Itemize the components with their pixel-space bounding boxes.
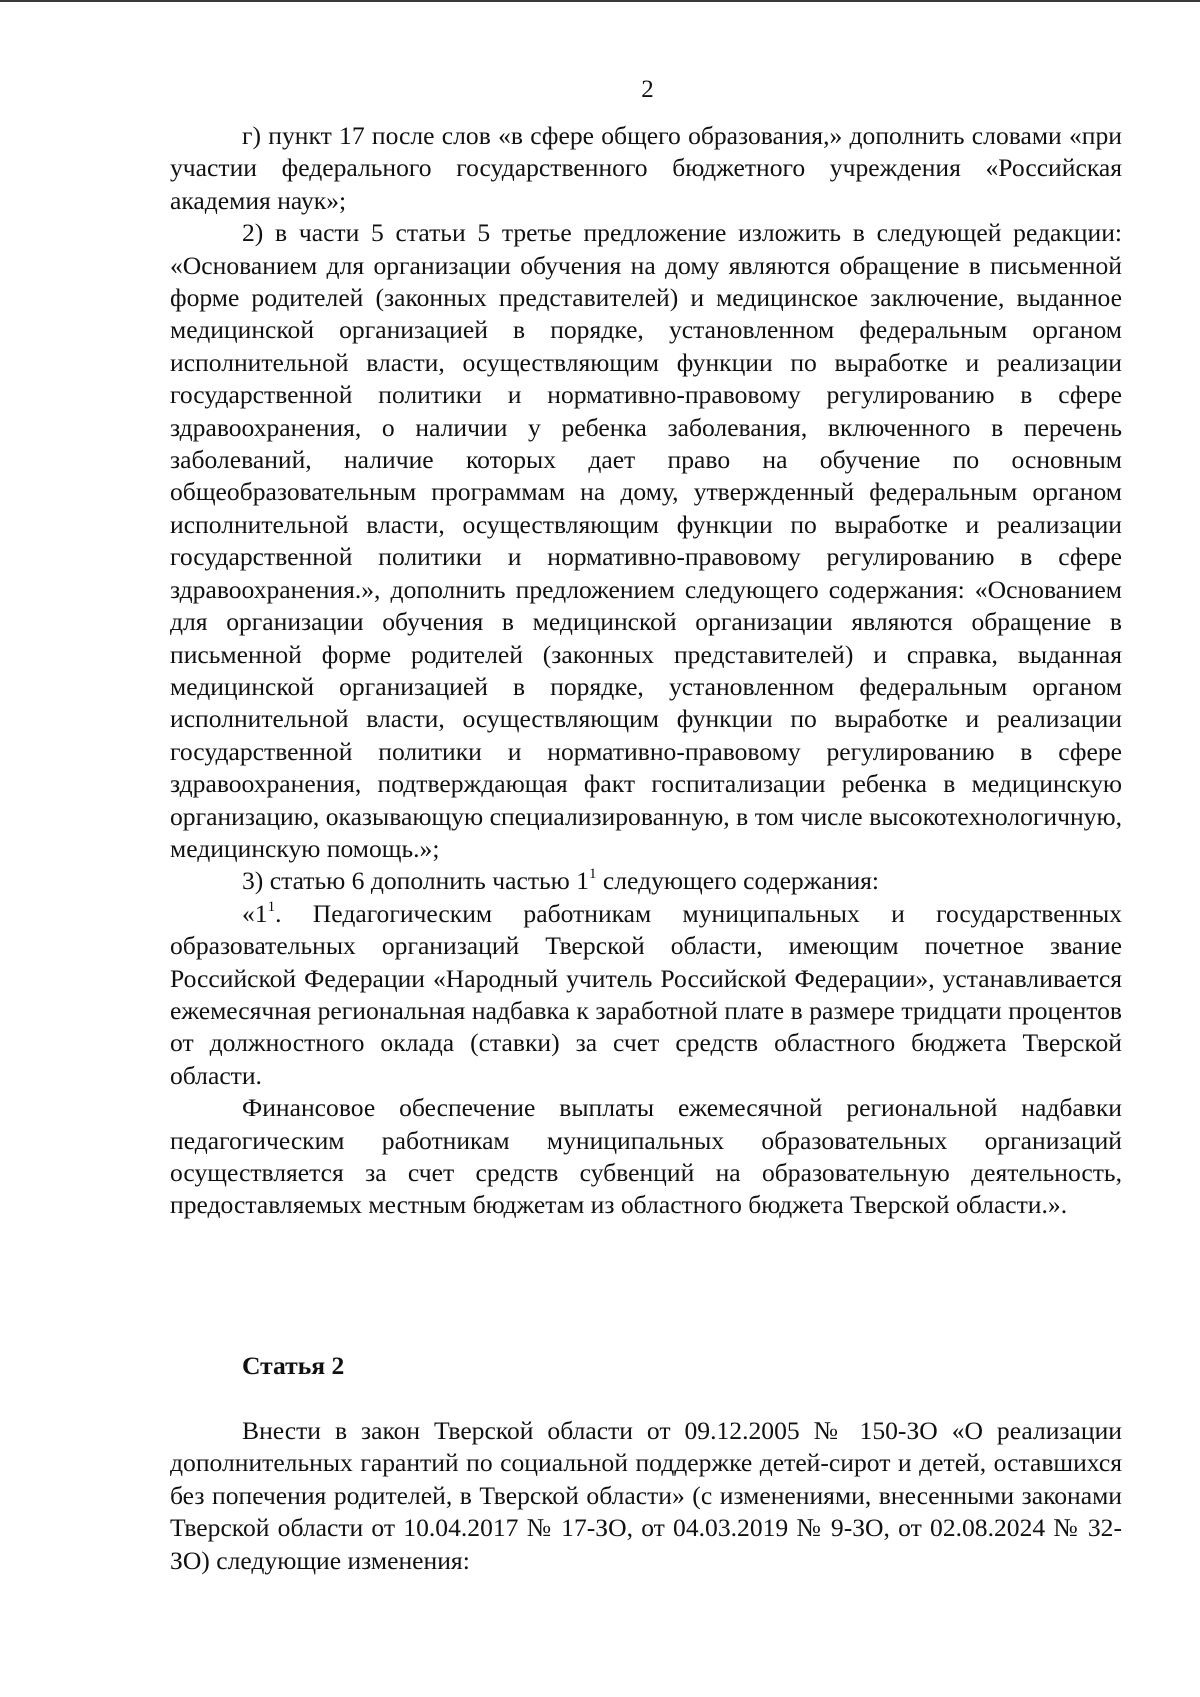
part-1-1-text: . Педагогическим работникам муниципальных и государственных образовательных организаций Тверской области, имеющим почетное звание Российской Федерации «Народный учитель Российской Федерации», устанавливается ежемесячная региональная надбавка к заработной плате в размере тридцати процентов от должностного оклада (ставки) за счет средств областного бюджета Тверской области.	[170, 898, 1122, 1090]
article-1-continuation	[170, 120, 1122, 1222]
page-number: 2	[641, 76, 654, 103]
item-3-text: 3) статью 6 дополнить частью 1	[242, 866, 590, 896]
paragraph-article-2-intro: Внести в закон Тверской области от 09.12.2005 № 150-ЗО «О реализации дополнительных гарантий по социальной поддержке детей-сирот и детей, оставшихся без попечения родителей, в Тверской области» (с изменениями, внесенными законами Тверской области от 10.04.2017 № 17-ЗО, от 04.03.2019 № 9-ЗО, от 02.08.2024 № 32-ЗО) следующие изменения:	[170, 1416, 1122, 1575]
paragraph-item-2: 2) в части 5 статьи 5 третье предложение изложить в следующей редакции: «Основанием для организации обучения на дому являются обращение в письменной форме родителей (законных представителей) и медицинское заключение, выданное медицинской организацией в порядке, установленном федеральным органом исполнительной власти, осуществляющим функции по выработке и реализации государственной политики и нормативно-правовому регулированию в сфере здравоохранения, о наличии у ребенка заболевания, включенного в перечень заболеваний, наличие которых дает право на обучение по основным общеобразовательным программам на дому, утвержденный федеральным органом исполнительной власти, осуществляющим функции по выработке и реализации государственной политики и нормативно-правовому регулированию в сфере здравоохранения.», дополнить предложением следующего содержания: «Основанием для организации обучения в медицинской организации являются обращение в письменной форме родителей (законных представителей) и справка, выданная медицинской организацией в порядке, установленном федеральным органом исполнительной власти, осуществляющим функции по выработке и реализации государственной политики и нормативно-правовому регулированию в сфере здравоохранения, подтверждающая факт госпитализации ребенка в медицинскую организацию, оказывающую специализированную, в том числе высокотехнологичную, медицинскую помощь.»;	[170, 218, 1122, 863]
article-2-body	[170, 1415, 1122, 1577]
part-1-1-number: «1	[242, 898, 268, 928]
item-3-superscript: 1	[589, 866, 597, 883]
part-1-1-superscript: 1	[267, 898, 276, 915]
paragraph-item-3	[170, 865, 1122, 897]
scan-edge-line	[0, 0, 1200, 2]
item-3-text-end: следующего содержания:	[596, 866, 880, 896]
paragraph-financing: Финансовое обеспечение выплаты ежемесячной региональной надбавки педагогическим работникам муниципальных образовательных организаций осуществляется за счет средств субвенций на образовательную деятельность, предоставляемых местным бюджетам из областного бюджета Тверской области.».	[170, 1093, 1122, 1220]
paragraph-subitem-g: г) пункт 17 после слов «в сфере общего образования,» дополнить словами «при участии федерального государственного бюджетного учреждения «Российская академия наук»;	[170, 121, 1122, 215]
article-2-heading: Статья 2	[242, 1351, 345, 1380]
paragraph-part-1-1	[170, 898, 1122, 1092]
